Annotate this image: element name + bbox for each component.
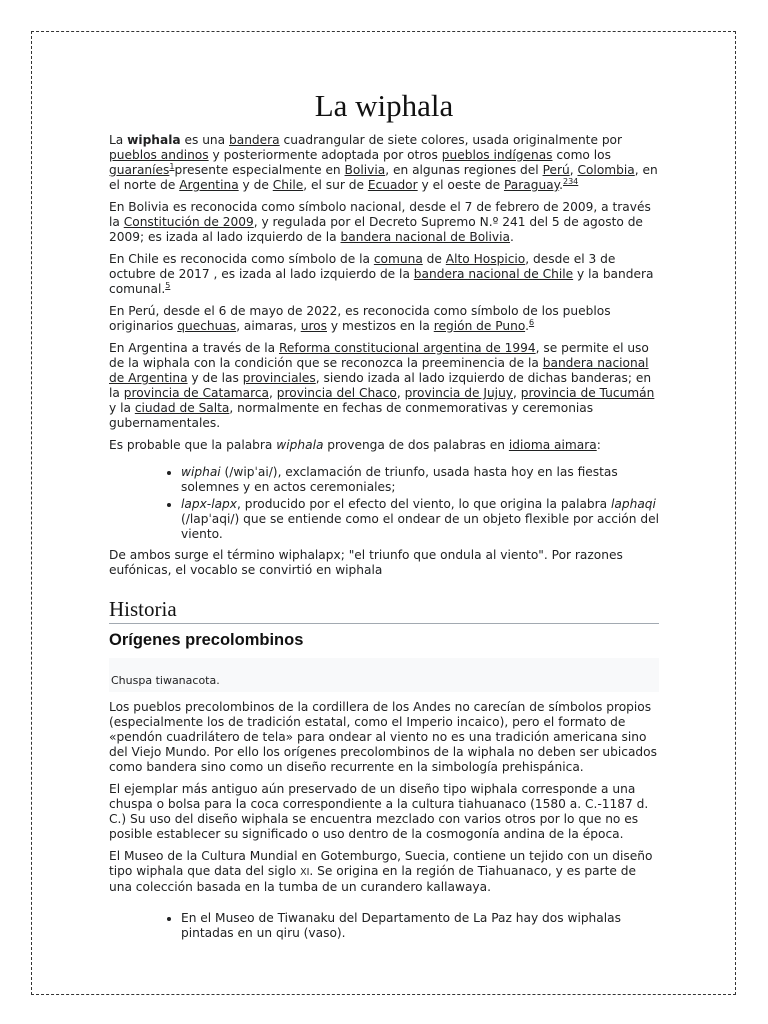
text: y la: [109, 401, 135, 415]
text: , en algunas regiones del: [385, 163, 543, 177]
text: ,: [396, 386, 405, 400]
etymology-paragraph: [109, 438, 659, 453]
link-comuna[interactable]: comuna: [373, 252, 423, 266]
small-caps-century: XI: [300, 867, 310, 878]
article: [109, 88, 659, 941]
link-peru[interactable]: Perú: [542, 163, 570, 177]
text: .: [510, 230, 514, 244]
list-item: [181, 465, 659, 495]
intro-paragraph: [109, 133, 659, 193]
text: El Museo de la Cultura Mundial en Gotemburgo, Suecia, contiene un tejido con un diseño tipo wiphala que data del siglo: [109, 849, 653, 878]
link-idioma-aimara[interactable]: idioma aimara: [508, 438, 597, 452]
text: ,: [569, 163, 578, 177]
link-tucuman[interactable]: provincia de Tucumán: [520, 386, 655, 400]
caption-text: Chuspa tiwanacota.: [111, 674, 220, 687]
text: , aimaras,: [236, 319, 301, 333]
link-guaranies[interactable]: guaraníes: [109, 163, 170, 177]
ref-5[interactable]: 5: [165, 280, 171, 290]
text: y de las: [187, 371, 243, 385]
text: y de: [238, 178, 273, 192]
text: provenga de dos palabras en: [323, 438, 509, 452]
text: cuadrangular de siete colores, usada originalmente por: [279, 133, 623, 147]
link-jujuy[interactable]: provincia de Jujuy: [404, 386, 514, 400]
text: En Perú, desde el 6 de mayo de 2022, es reconocida como símbolo de los pueblos originarios: [109, 304, 611, 333]
link-region-puno[interactable]: región de Puno: [433, 319, 526, 333]
link-pueblos-andinos[interactable]: pueblos andinos: [109, 148, 209, 162]
text: En Chile es reconocida como símbolo de la: [109, 252, 374, 266]
text: (/wipˈai/), exclamación de triunfo, usada hasta hoy en las fiestas solemnes y en actos ceremoniales;: [181, 465, 618, 494]
text: y la bandera comunal.: [109, 267, 654, 296]
link-constitucion-2009[interactable]: Constitución de 2009: [123, 215, 254, 229]
argentina-paragraph: [109, 341, 659, 431]
link-paraguay[interactable]: Paraguay: [503, 178, 560, 192]
link-argentina[interactable]: Argentina: [179, 178, 239, 192]
italic-term: lapx-lapx: [181, 497, 238, 511]
text: y posteriormente adoptada por otros: [208, 148, 442, 162]
chile-paragraph: [109, 252, 659, 297]
text: es una: [180, 133, 229, 147]
link-bandera-bolivia[interactable]: bandera nacional de Bolivia: [340, 230, 511, 244]
link-uros[interactable]: uros: [300, 319, 327, 333]
text: ,: [269, 386, 277, 400]
link-bolivia[interactable]: Bolivia: [344, 163, 386, 177]
text: (/lapˈaqi/) que se entiende como el ondear de un objeto flexible por acción del viento.: [181, 512, 659, 541]
text: y el oeste de: [417, 178, 504, 192]
history-paragraph-3: [109, 849, 659, 895]
bolivia-paragraph: [109, 200, 659, 245]
text: , en el norte de: [109, 163, 658, 192]
link-provinciales[interactable]: provinciales: [242, 371, 316, 385]
text: . Se origina en la región de Tiahuanaco, y es parte de una colección basada en la tumba de un curandero kallawaya.: [109, 864, 637, 894]
section-heading-historia: Historia: [109, 596, 659, 624]
link-alto-hospicio[interactable]: Alto Hospicio: [445, 252, 526, 266]
conclusion-paragraph: De ambos surge el término wiphalapx; "el triunfo que ondula al viento". Por razones eufónicas, el vocablo se convirtió en wiphala: [109, 548, 623, 577]
history-paragraph-2: El ejemplar más antiguo aún preservado de un diseño tipo wiphala corresponde a una chuspa o bolsa para la coca correspondiente a la cultura tiahuanaco (1580 a. C.-1187 d. C.) Su uso del diseño wiphala se encuentra mezclado con varios otros por lo que no es posible establecer su significado o uso dentro de la cosmogonía andina de la época.: [109, 782, 649, 841]
link-reforma-1994[interactable]: Reforma constitucional argentina de 1994: [279, 341, 536, 355]
text: , normalmente en fechas de conmemorativas y ceremonias gubernamentales.: [109, 401, 594, 430]
list-item: [181, 497, 659, 542]
link-chaco[interactable]: provincia del Chaco: [276, 386, 397, 400]
link-salta[interactable]: ciudad de Salta: [134, 401, 230, 415]
link-bandera[interactable]: bandera: [229, 133, 280, 147]
text: , y regulada por el Decreto Supremo N.º 241 del 5 de agosto de 2009; es izada al lado izquierdo de la: [109, 215, 643, 244]
page-title: La wiphala: [314, 88, 454, 123]
italic-term: laphaqi: [611, 497, 656, 511]
image-caption: [109, 658, 659, 692]
text: como los: [552, 148, 611, 162]
text: , se permite el uso de la wiphala con la condición que se reconozca la preeminencia de la: [109, 341, 649, 370]
text: presente especialmente en: [174, 163, 345, 177]
text: ,: [513, 386, 521, 400]
link-colombia[interactable]: Colombia: [577, 163, 635, 177]
bold-term: wiphala: [127, 133, 181, 147]
link-ecuador[interactable]: Ecuador: [367, 178, 418, 192]
text: , producido por el efecto del viento, lo que origina la palabra: [237, 497, 612, 511]
link-bandera-chile[interactable]: bandera nacional de Chile: [413, 267, 574, 281]
link-quechuas[interactable]: quechuas: [177, 319, 237, 333]
etymology-list: [109, 465, 659, 542]
text: En Argentina a través de la: [109, 341, 279, 355]
link-chile[interactable]: Chile: [272, 178, 304, 192]
text: de: [422, 252, 446, 266]
text: .: [559, 178, 563, 192]
text: , siendo izada al lado izquierdo de dichas banderas; en la: [109, 371, 652, 400]
peru-paragraph: [109, 304, 659, 334]
link-catamarca[interactable]: provincia de Catamarca: [123, 386, 270, 400]
text: :: [596, 438, 601, 452]
italic-term: wiphai: [181, 465, 221, 479]
text: , desde el 3 de octubre de 2017 , es izada al lado izquierdo de la: [109, 252, 616, 281]
italic-term: wiphala: [276, 438, 324, 452]
text: y mestizos en la: [327, 319, 434, 333]
text: En Bolivia es reconocida como símbolo nacional, desde el 7 de febrero de 2009, a través la: [109, 200, 651, 229]
museum-list: [109, 911, 659, 941]
link-bandera-argentina[interactable]: bandera nacional de Argentina: [109, 356, 649, 385]
ref-1[interactable]: 1: [169, 161, 175, 171]
link-pueblos-indigenas[interactable]: pueblos indígenas: [441, 148, 553, 162]
text: , el sur de: [303, 178, 368, 192]
text: La: [109, 133, 128, 147]
list-item: • En el Museo de Tiwanaku del Departamento de La Paz hay dos wiphalas pintadas en un qiru (vaso).: [181, 911, 659, 941]
subsection-heading-origenes: Orígenes precolombinos: [109, 631, 304, 649]
ref-234[interactable]: 234: [562, 176, 579, 186]
ref-6[interactable]: 6: [528, 317, 535, 327]
text: .: [525, 319, 529, 333]
history-paragraph-1: Los pueblos precolombinos de la cordillera de los Andes no carecían de símbolos propios (especialmente los de tradición estatal, como el Imperio incaico), pero el formato de «pendón cuadrilátero de tela» para ondear al viento no es una tradición americana sino del Viejo Mundo. Por ello los orígenes precolombinos de la wiphala no deben ser ubicados como bandera sino como un diseño recurrente en la simbología prehispánica.: [109, 700, 657, 774]
text: Es probable que la palabra: [109, 438, 277, 452]
